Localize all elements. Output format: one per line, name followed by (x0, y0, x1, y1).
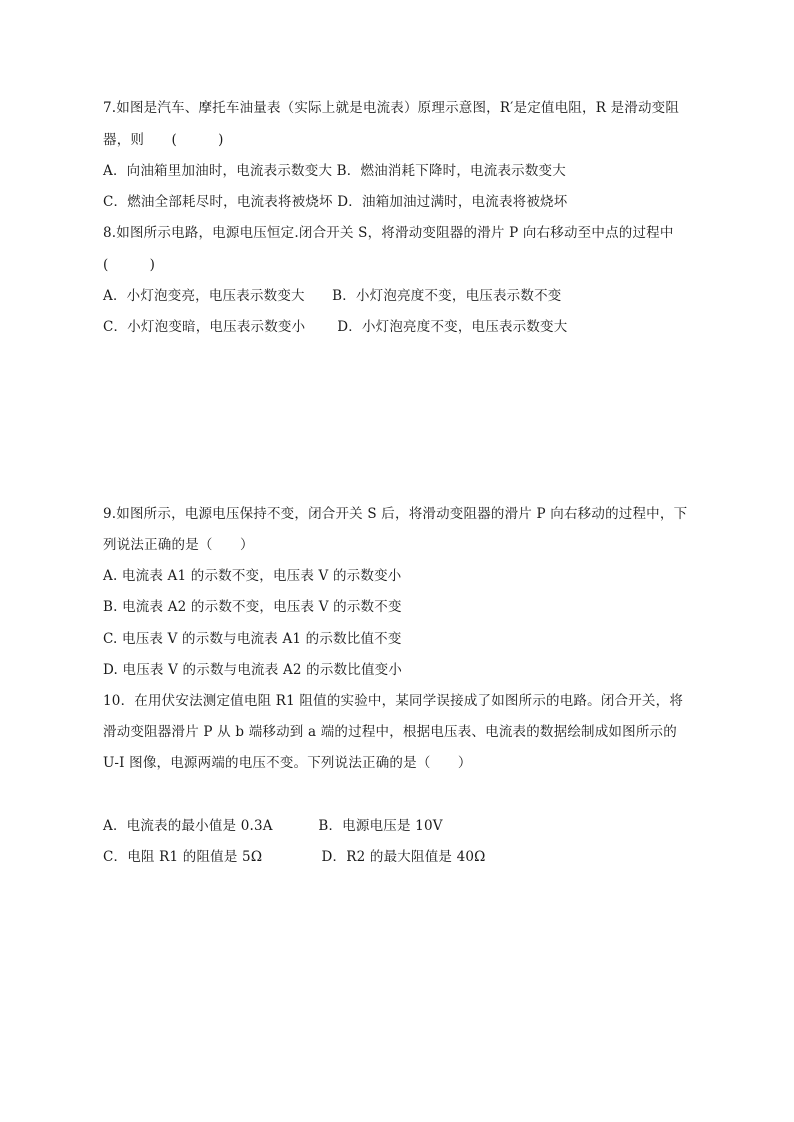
q8-stem-line-2: ( ) (103, 257, 156, 273)
q9-option-b: B. 电流表 A2 的示数不变，电压表 V 的示数不变 (103, 599, 402, 615)
q9-option-d: D. 电压表 V 的示数与电流表 A2 的示数比值变小 (103, 662, 403, 678)
q7-stem-line-1: 7.如图是汽车、摩托车油量表（实际上就是电流表）原理示意图，R′是定值电阻，R 是滑动变阻 (103, 100, 680, 116)
q10-stem-line-1: 10．在用伏安法测定值电阻 R1 阻值的实验中，某同学误接成了如图所示的电路。闭合开关，将 (103, 693, 684, 709)
q7-options-line-2: C．燃油全部耗尽时，电流表将被烧坏 D．油箱加油过满时，电流表将被烧坏 (103, 194, 568, 210)
q10-options-line-2: C．电阻 R1 的阻值是 5Ω D．R2 的最大阻值是 40Ω (103, 849, 486, 865)
q8-options-line-1: A．小灯泡变亮，电压表示数变大 B．小灯泡亮度不变，电压表示数不变 (103, 288, 562, 304)
q10-options-line-1: A．电流表的最小值是 0.3A B．电源电压是 10V (103, 818, 443, 834)
q10-stem-line-2: 滑动变阻器滑片 P 从 b 端移动到 a 端的过程中，根据电压表、电流表的数据绘制成如图所示的 (103, 724, 677, 740)
q9-stem-line-2: 列说法正确的是（ ） (103, 537, 254, 553)
q8-stem-line-1: 8.如图所示电路，电源电压恒定.闭合开关 S，将滑动变阻器的滑片 P 向右移动至中点的过程中 (103, 225, 674, 241)
q7-options-line-1: A．向油箱里加油时，电流表示数变大 B．燃油消耗下降时，电流表示数变大 (103, 163, 566, 179)
q8-options-line-2: C．小灯泡变暗，电压表示数变小 D．小灯泡亮度不变，电压表示数变大 (103, 319, 568, 335)
q9-stem-line-1: 9.如图所示，电源电压保持不变，闭合开关 S 后，将滑动变阻器的滑片 P 向右移动的过程中，下 (103, 506, 688, 522)
q9-option-a: A. 电流表 A1 的示数不变，电压表 V 的示数变小 (103, 568, 402, 584)
q10-stem-line-3: U-I 图像，电源两端的电压不变。下列说法正确的是（ ） (103, 755, 472, 771)
q7-stem-line-2: 器，则 ( ) (103, 132, 224, 148)
q9-option-c: C. 电压表 V 的示数与电流表 A1 的示数比值不变 (103, 631, 402, 647)
